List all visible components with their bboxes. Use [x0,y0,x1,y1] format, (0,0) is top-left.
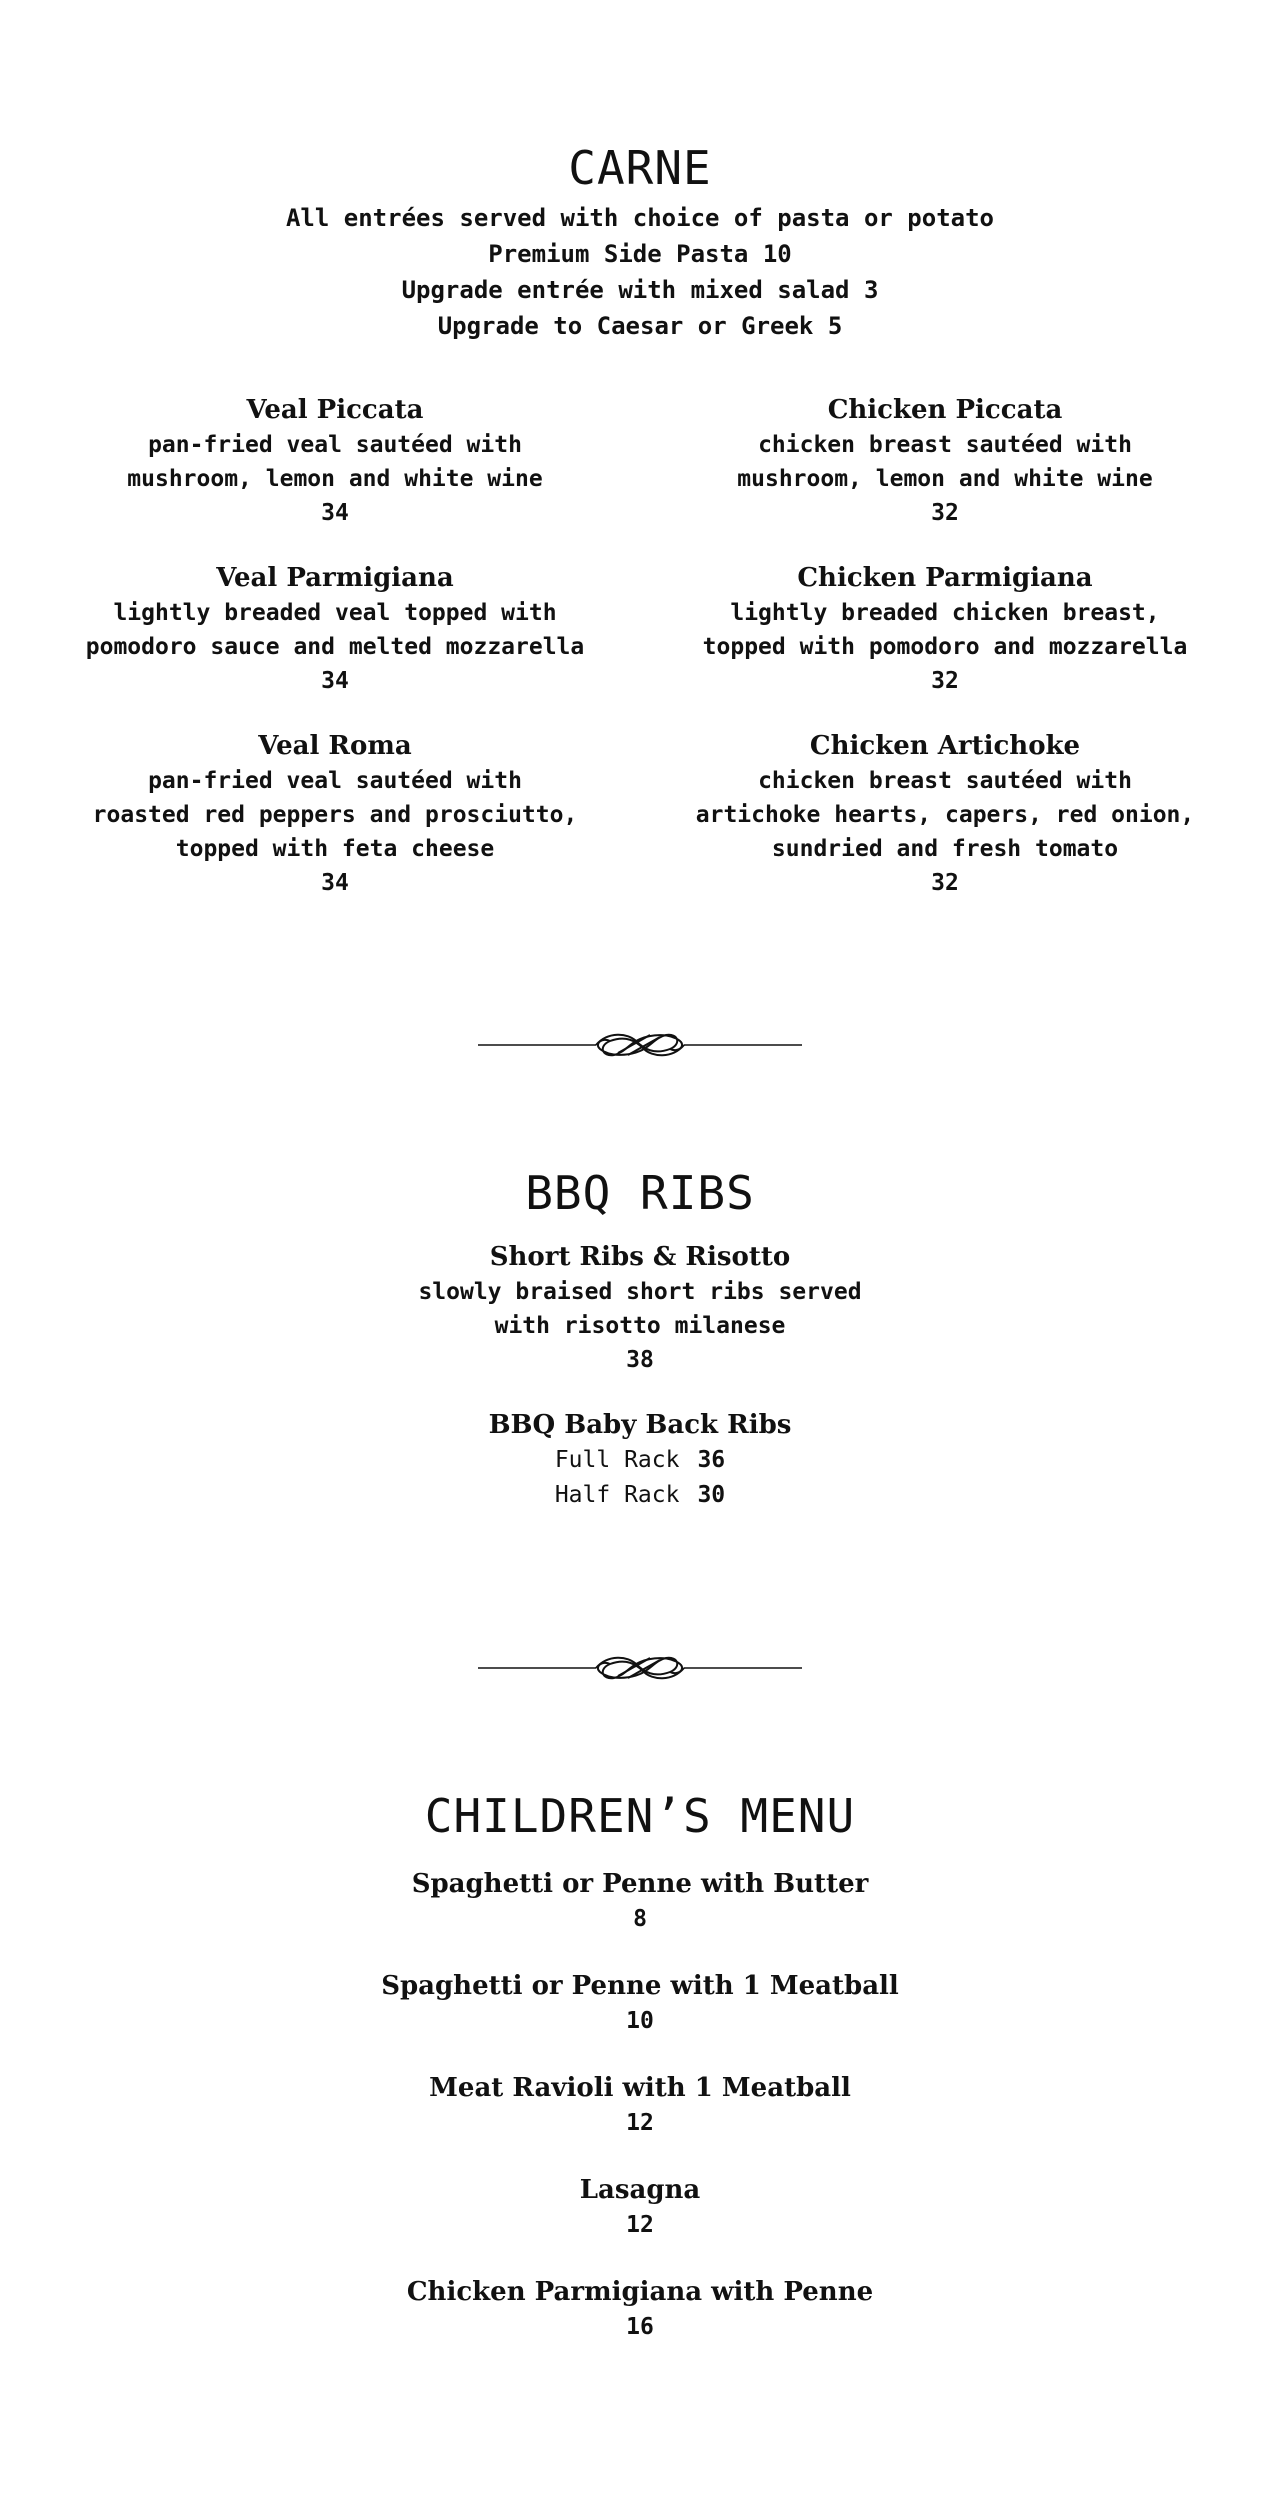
menu-item [45,392,625,530]
children-section [0,1788,1280,2376]
item-price: 34 [321,870,349,896]
item-name: Veal Parmigiana [216,563,454,593]
item-price: 32 [931,500,959,526]
menu-item [0,1407,1280,1513]
item-price: 38 [626,1347,654,1373]
item-price: 34 [321,500,349,526]
item-name: BBQ Baby Back Ribs [488,1410,792,1440]
carne-note: Upgrade entrée with mixed salad 3 [401,276,879,304]
menu-item [0,2274,1280,2344]
item-price: 32 [931,870,959,896]
item-price: 8 [633,1906,647,1932]
menu-item [0,2172,1280,2242]
item-name: Chicken Parmigiana with Penne [406,2277,874,2307]
veal-column [45,392,625,930]
carne-title: CARNE [568,141,712,195]
bbq-title: BBQ RIBS [525,1166,755,1220]
item-price: 34 [321,668,349,694]
children-items [0,1866,1280,2344]
item-description: lightly breaded veal topped with pomodoro sauce and melted mozzarella [85,600,585,660]
carne-note: Premium Side Pasta 10 [488,240,792,268]
item-name: Chicken Parmigiana [797,563,1093,593]
menu-item [0,2070,1280,2140]
carne-note: Upgrade to Caesar or Greek 5 [437,312,843,340]
item-description: slowly braised short ribs served with risotto milanese [418,1279,862,1339]
item-name: Veal Roma [258,731,412,761]
item-description: chicken breast sautéed with mushroom, lemon and white wine [737,432,1153,492]
item-name: Spaghetti or Penne with 1 Meatball [381,1971,899,2001]
flourish-divider-icon [478,1025,802,1065]
menu-item [45,728,625,900]
menu-item [0,1866,1280,1936]
item-price: 32 [931,668,959,694]
item-description: pan-fried veal sautéed with mushroom, lemon and white wine [127,432,543,492]
carne-section [0,140,1280,344]
item-description: chicken breast sautéed with artichoke hearts, capers, red onion, sundried and fresh tomato [695,768,1195,862]
flourish-divider-icon [478,1648,802,1688]
rack-option [0,1443,1280,1478]
item-name: Meat Ravioli with 1 Meatball [429,2073,851,2103]
item-price: 10 [626,2008,654,2034]
rack-label: Half Rack [554,1482,680,1508]
children-title: CHILDREN’S MENU [424,1789,856,1843]
item-name: Spaghetti or Penne with Butter [411,1869,869,1899]
chicken-column [655,392,1235,930]
menu-item [655,392,1235,530]
item-price: 16 [626,2314,654,2340]
menu-item [655,560,1235,698]
carne-note: All entrées served with choice of pasta or potato [285,204,994,232]
rack-label: Full Rack [554,1447,680,1473]
item-description: lightly breaded chicken breast, topped with pomodoro and mozzarella [702,600,1188,660]
item-name: Chicken Artichoke [809,731,1081,761]
item-price: 12 [626,2212,654,2238]
item-price: 12 [626,2110,654,2136]
rack-price: 30 [697,1482,726,1508]
rack-price: 36 [697,1447,726,1473]
carne-notes [0,200,1280,344]
rack-option [0,1478,1280,1513]
menu-item [0,1239,1280,1377]
item-name: Short Ribs & Risotto [489,1242,791,1272]
item-name: Chicken Piccata [827,395,1063,425]
bbq-section [0,1165,1280,1543]
item-name: Veal Piccata [246,395,424,425]
item-name: Lasagna [579,2175,701,2205]
menu-item [655,728,1235,900]
item-description: pan-fried veal sautéed with roasted red peppers and prosciutto, topped with feta cheese [92,768,578,862]
menu-item [45,560,625,698]
menu-item [0,1968,1280,2038]
